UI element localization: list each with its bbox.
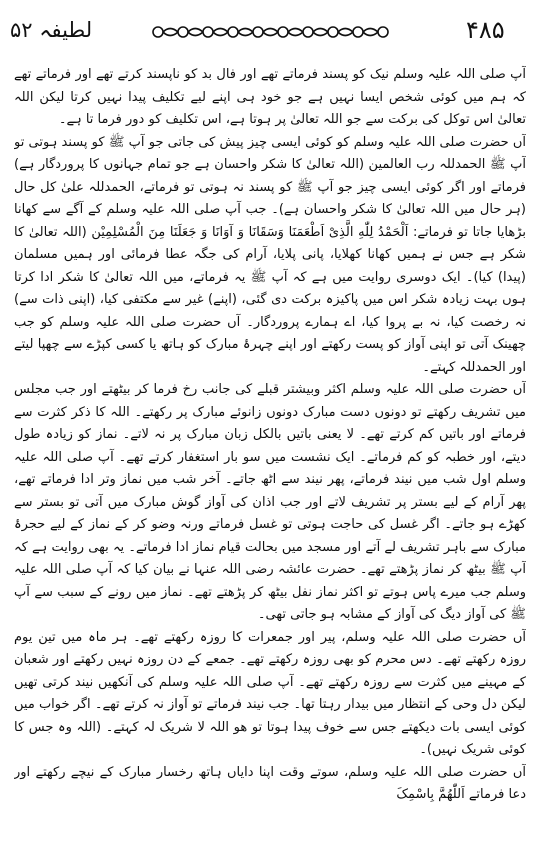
page-header — [0, 0, 540, 62]
ornament-border-icon — [150, 22, 400, 42]
paragraph: آں حضرت صلی اللہ علیہ وسلم، پیر اور جمعرات کا روزہ رکھتے تھے۔ ہر ماہ میں تین یوم روزہ رکھتے تھے۔ دس محرم کو بھی روزہ رکھتے تھے۔ جمعے کے دن روزہ نہیں رکھتے اور شعبان کے مہینے میں کثرت سے روزہ رکھتے تھے۔ آپ صلی اللہ علیہ وسلم کی آنکھیں نیند کرتی تھیں لیکن دل وحی کے انتظار میں بیدار رہتا تھا۔ جب نیند فرماتے تو آواز نہ کرتے تھے۔ اگر خواب میں کوئی ایسی بات دیکھتے جس سے خوف پیدا ہوتا تو ھو اللہ لا شریک لہ کہتے۔ (اللہ وہ جس کا کوئی شریک نہیں)۔ — [14, 629, 526, 757]
paragraph: آں حضرت صلی اللہ علیہ وسلم اکثر وبیشتر قبلے کی جانب رخ فرما کر بیٹھتے اور جب مجلس میں تشریف رکھتے تو دونوں دست مبارک دونوں زانوئے مبارک پر رکھتے۔ اللہ کا ذکر کثرت سے فرماتے اور باتیں کم کرتے تھے۔ لا یعنی باتیں بالکل زبان مبارک پر نہ لاتے۔ نماز کو زیادہ طول دیتے، اور خطبہ کو کم فرماتے۔ ایک نشست میں سو بار استغفار کرتے تھے۔ آپ صلی اللہ علیہ وسلم اول شب میں نیند فرماتے، پھر نیند سے اٹھ جاتے۔ آخر شب میں نماز وتر ادا فرماتے تھے، پھر آرام کے لیے بستر پر تشریف لاتے اور جب اذان کی آواز گوش مبارک میں آتی تو بستر سے کھڑے ہو جاتے۔ اگر غسل کی حاجت ہوتی تو غسل فرماتے ورنہ وضو کر کے نماز کے لیے حجرۂ مبارک سے باہر تشریف لے آتے اور مسجد میں بحالت قیام نماز ادا فرماتے۔ یہ بھی روایت ہے کہ آپ ﷺ بیٹھ کر نماز پڑھتے تھے۔ حضرت عائشہ رضی اللہ عنہا نے بیان کیا کہ آپ صلی اللہ علیہ وسلم جب میرے پاس ہوتے تو اکثر نماز نفل بیٹھ کر پڑھتے تھے۔ نماز میں رونے کے سبب سے آپ ﷺ کی آواز دیگ کی آواز کے مشابہ ہو جاتی تھی۔ — [14, 382, 526, 622]
page-number: ۴۸۵ — [466, 16, 505, 44]
running-title: لطیفہ ۵۲ — [10, 18, 93, 42]
page-body — [14, 64, 526, 849]
paragraph: آپ صلی اللہ علیہ وسلم نیک کو پسند فرماتے تھے اور فال بد کو ناپسند کرتے تھے اور فرماتے تھے کہ ہم میں کوئی شخص ایسا نہیں ہے جو خود ہی اپنے لیے تکلیف پیدا نہیں کرتا لیکن اللہ تعالیٰ اس توکل کی برکت سے جو اللہ تعالیٰ پر ہوتا ہے، اس تکلیف کو دور فرما تا ہے۔ — [14, 67, 526, 127]
paragraph: آں حضرت صلی اللہ علیہ وسلم کو کوئی ایسی چیز پیش کی جاتی جو آپ ﷺ کو پسند ہوتی تو آپ ﷺ الحمدللہ رب العالمین (اللہ تعالیٰ کا شکر واحسان ہے جو تمام جہانوں کا پروردگار ہے) فرماتے اور اگر کوئی ایسی چیز جو آپ ﷺ کو پسند نہ ہوتی تو فرماتے، الحمدللہ علیٰ کل حال (ہر حال میں اللہ تعالیٰ کا شکر واحسان ہے)۔ جب آپ صلی اللہ علیہ وسلم کے آگے سے کھانا بڑھایا جاتا تو فرماتے: اَلْحَمْدُ لِلّٰهِ الَّذِیْ اَطْعَمَنَا وَسَقَانَا وَ آوَانَا وَ جَعَلَنَا مِنَ الْمُسْلِمِیْن (اللہ تعالیٰ کا شکر ہے جس نے ہمیں کھانا کھلایا، پانی پلایا، آرام کی جگہ عطا فرمائی اور ہمیں مسلمان (پیدا) کیا)۔ ایک دوسری روایت میں ہے کہ آپ ﷺ یہ فرماتے، میں اللہ تعالیٰ کا شکر ادا کرتا ہوں بہت زیادہ شکر اس میں پاکیزہ برکت دی گئی، (اپنے) غیر سے مکتفی کیا، (اپنی ذات سے) نہ رخصت کیا، نہ بے پروا کیا، اے ہمارے پروردگار۔ آں حضرت صلی اللہ علیہ وسلم کو جب چھینک آتی تو اپنی آواز کو پست رکھتے اور اپنے چہرۂ مبارک کو ہاتھ یا کسی کپڑے سے چھپا لیتے اور الحمدللہ کہتے۔ — [14, 134, 526, 375]
paragraph: آں حضرت صلی اللہ علیہ وسلم، سوتے وقت اپنا دایاں ہاتھ رخسار مبارک کے نیچے رکھتے اور دعا فرماتے اَللّٰھُمَّ بِاسْمِکَ — [14, 764, 526, 802]
